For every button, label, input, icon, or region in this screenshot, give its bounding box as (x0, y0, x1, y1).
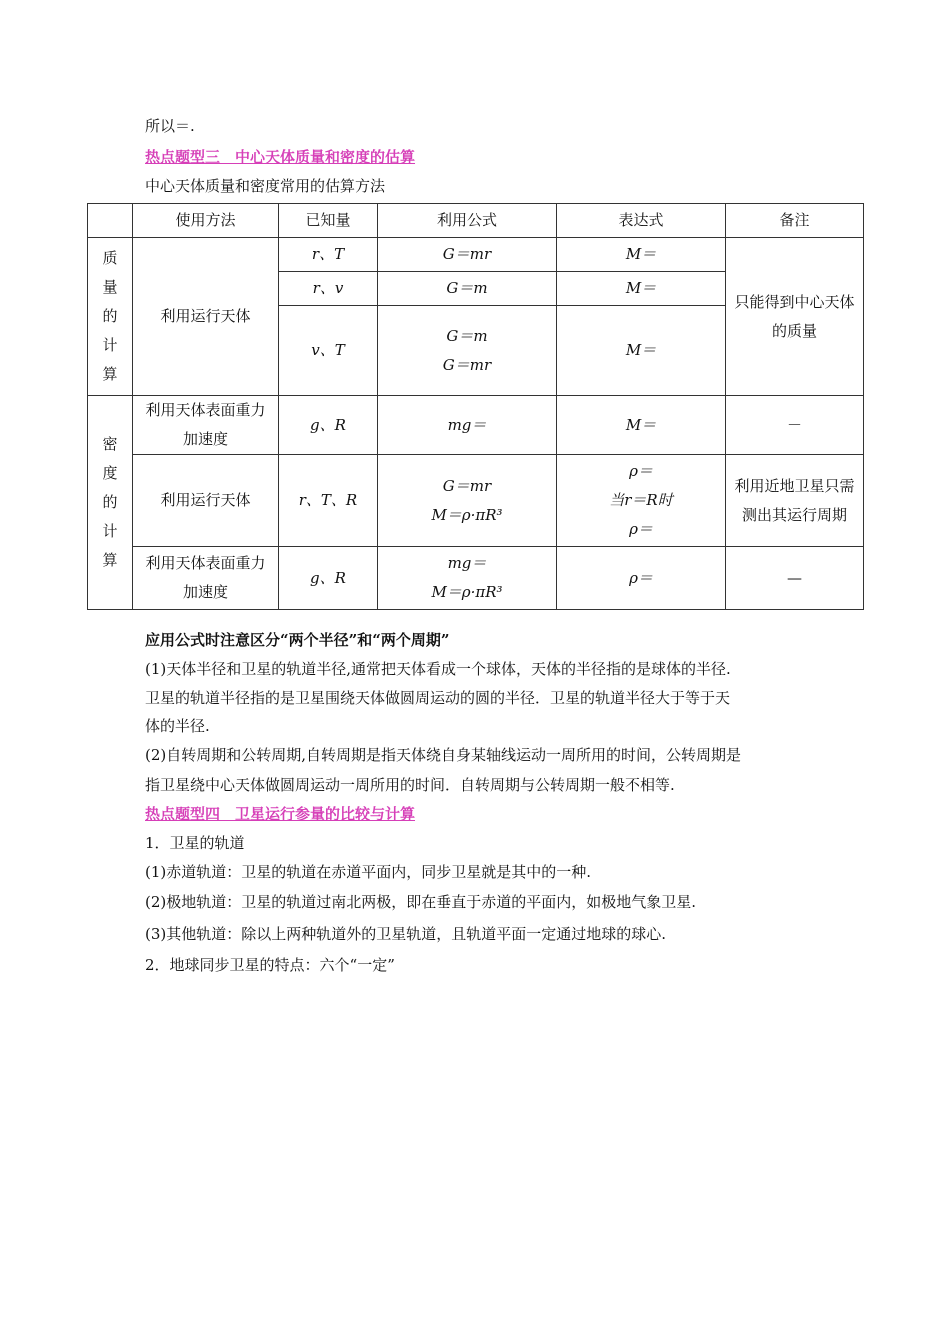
mass-method: 利用运行天体 (133, 238, 279, 396)
section4-item-5: 2．地球同步卫星的特点：六个“一定” (145, 956, 395, 974)
density-note-1: － (726, 396, 864, 455)
mass-known-3: v、T (279, 306, 378, 396)
density-expression-2 (557, 455, 726, 547)
mass-known-1: r、T (279, 238, 378, 272)
mass-expression-3: M＝ (557, 306, 726, 396)
section3-heading: 热点题型三 中心天体质量和密度的估算 (145, 148, 416, 166)
density-method-2: 利用运行天体 (133, 455, 279, 547)
density-known-3: g、R (279, 547, 378, 610)
density-note-3: — (726, 547, 864, 610)
density-expression-2-line-2: 当r＝R时 (609, 491, 673, 509)
mass-known-2: r、v (279, 272, 378, 306)
density-note-2: 利用近地卫星只需测出其运行周期 (726, 455, 864, 547)
header-expression: 表达式 (557, 204, 726, 238)
notes-line-4: (2)自转周期和公转周期,自转周期是指天体绕自身某轴线运动一周所用的时间，公转周期是 (145, 746, 742, 764)
notes-line-3: 体的半径. (145, 717, 210, 735)
mass-expression-2: M＝ (557, 272, 726, 306)
density-method-1: 利用天体表面重力加速度 (133, 396, 279, 455)
density-formula-3 (378, 547, 557, 610)
section4-item-4: (3)其他轨道：除以上两种轨道外的卫星轨道，且轨道平面一定通过地球的球心. (145, 925, 667, 943)
density-formula-2-line-2: M＝ρ·πR³ (431, 505, 503, 524)
header-known: 已知量 (279, 204, 378, 238)
density-formula-1: mg＝ (378, 396, 557, 455)
intro-line: 所以＝. (145, 117, 195, 135)
header-note: 备注 (726, 204, 864, 238)
density-formula-3-line-2: M＝ρ·πR³ (431, 583, 503, 601)
notes-line-5: 指卫星绕中心天体做圆周运动一周所用的时间．自转周期与公转周期一般不相等. (145, 776, 675, 794)
estimation-table (87, 203, 864, 610)
density-expression-2-line-3: ρ＝ (629, 520, 653, 538)
section4-item-1: 1．卫星的轨道 (145, 834, 245, 852)
density-group-label: 密 度 的 计 算 (88, 396, 133, 610)
density-expression-3: ρ＝ (557, 547, 726, 610)
density-expression-1: M＝ (557, 396, 726, 455)
section4-heading: 热点题型四 卫星运行参量的比较与计算 (145, 805, 416, 823)
density-method-3: 利用天体表面重力加速度 (133, 547, 279, 610)
section4-item-3: (2)极地轨道：卫星的轨道过南北两极，即在垂直于赤道的平面内，如极地气象卫星. (145, 893, 697, 911)
mass-formula-3-line-2: G＝mr (442, 355, 492, 374)
corner-cell (88, 204, 133, 238)
header-method: 使用方法 (133, 204, 279, 238)
section4-item-2: (1)赤道轨道：卫星的轨道在赤道平面内，同步卫星就是其中的一种. (145, 863, 592, 881)
header-formula: 利用公式 (378, 204, 557, 238)
density-formula-2-line-1: G＝mr (442, 476, 492, 495)
mass-formula-1: G＝mr (378, 238, 557, 272)
density-expression-2-line-1: ρ＝ (629, 462, 653, 480)
density-known-1: g、R (279, 396, 378, 455)
mass-formula-3-line-1: G＝m (446, 326, 488, 345)
density-known-2: r、T、R (279, 455, 378, 547)
density-formula-3-line-1: mg＝ (447, 554, 487, 572)
mass-formula-2: G＝m (378, 272, 557, 306)
notes-line-2: 卫星的轨道半径指的是卫星围绕天体做圆周运动的圆的半径．卫星的轨道半径大于等于天 (145, 689, 731, 707)
section3-subtitle: 中心天体质量和密度常用的估算方法 (145, 177, 386, 195)
mass-formula-3 (378, 306, 557, 396)
notes-title: 应用公式时注意区分“两个半径”和“两个周期” (145, 631, 450, 649)
mass-note: 只能得到中心天体的质量 (726, 238, 864, 396)
notes-line-1: (1)天体半径和卫星的轨道半径,通常把天体看成一个球体，天体的半径指的是球体的半径. (145, 660, 731, 678)
mass-expression-1: M＝ (557, 238, 726, 272)
density-formula-2 (378, 455, 557, 547)
mass-group-label: 质 量 的 计 算 (88, 238, 133, 396)
